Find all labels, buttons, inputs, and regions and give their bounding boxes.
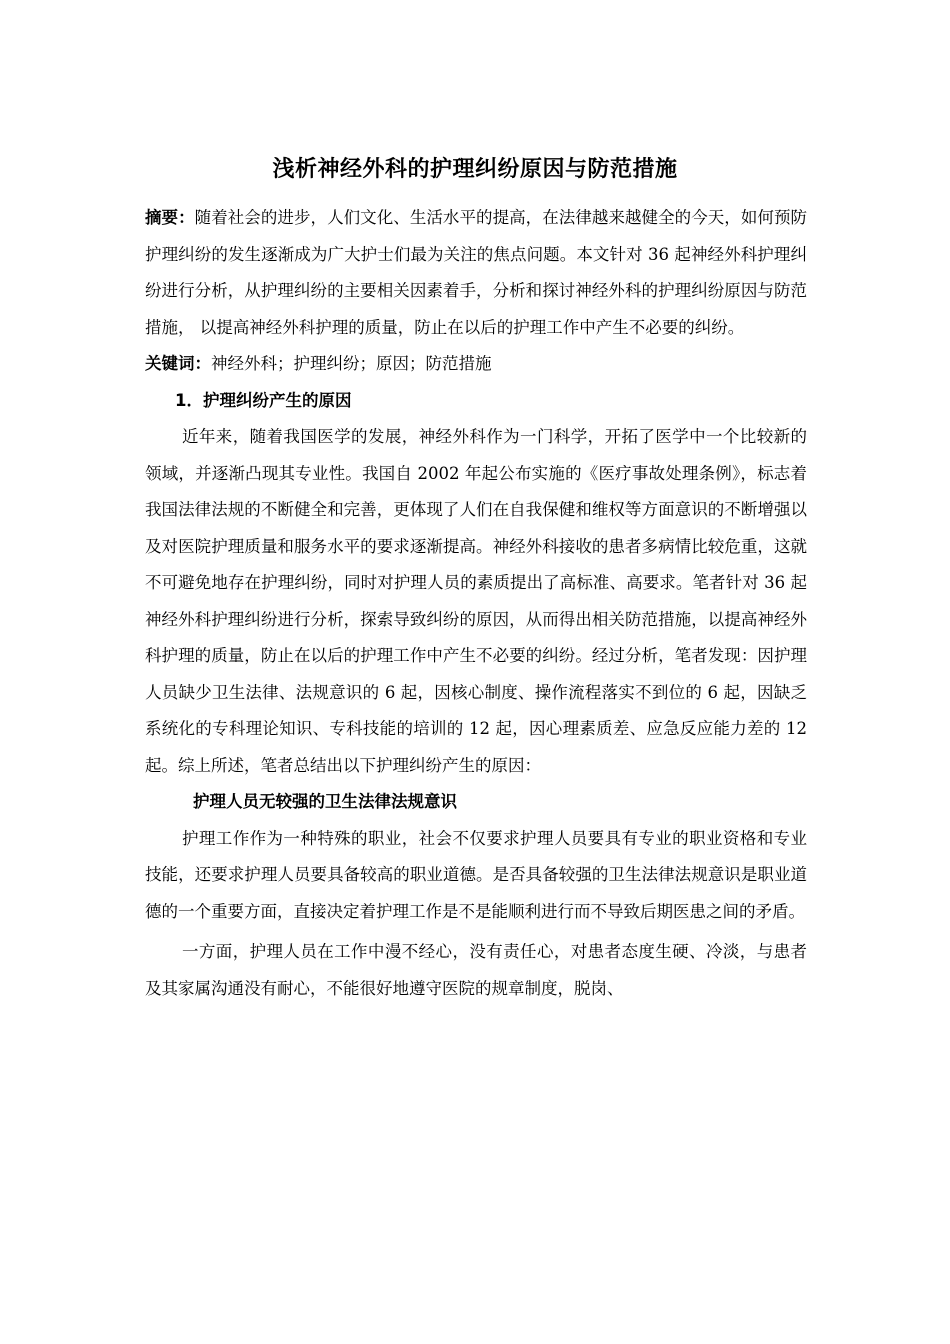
subsection-heading: 护理人员无较强的卫生法律法规意识 bbox=[193, 792, 457, 811]
section-heading-1: 1．护理纠纷产生的原因 bbox=[175, 390, 352, 410]
document-body bbox=[145, 200, 807, 1007]
subsection-paragraph-1: 护理工作作为一种特殊的职业，社会不仅要求护理人员要具有专业的职业资格和专业技能，还要求护理人员要具备较高的职业道德。是否具备较强的卫生法律法规意识是职业道德的一个重要方面，直接决定着护理工作是不是能顺利进行而不导致后期医患之间的矛盾。 bbox=[145, 828, 807, 921]
section-1-paragraph: 近年来，随着我国医学的发展，神经外科作为一门科学，开拓了医学中一个比较新的领域，并逐渐凸现其专业性。我国自 2002 年起公布实施的《医疗事故处理条例》，标志着我国法律法规的不断健全和完善，更体现了人们在自我保健和维权等方面意识的不断增强以及对医院护理质量和服务水平的要求逐渐提高。神经外科接收的患者多病情比较危重，这就不可避免地存在护理纠纷，同时对护理人员的素质提出了高标准、高要求。笔者针对 36 起神经外科护理纠纷进行分析，探索导致纠纷的原因，从而得出相关防范措施，以提高神经外科护理的质量，防止在以后的护理工作中产生不必要的纠纷。经过分析，笔者发现：因护理人员缺少卫生法律、法规意识的 6 起，因核心制度、操作流程落实不到位的 6 起，因缺乏系统化的专科理论知识、专科技能的培训的 12 起，因心理素质差、应急反应能力差的 12 起。综上所述，笔者总结出以下护理纠纷产生的原因： bbox=[145, 427, 807, 775]
abstract-label: 摘要： bbox=[145, 208, 195, 227]
keywords-label: 关键词： bbox=[145, 354, 211, 373]
keywords-paragraph bbox=[145, 346, 807, 383]
document-title: 浅析神经外科的护理纠纷原因与防范措施 bbox=[272, 157, 678, 182]
abstract-text: 随着社会的进步，人们文化、生活水平的提高，在法律越来越健全的今天，如何预防护理纠纷的发生逐渐成为广大护士们最为关注的焦点问题。本文针对 36 起神经外科护理纠纷进行分析，从护理纠纷的主要相关因素着手，分析和探讨神经外科的护理纠纷原因与防范措施， 以提高神经外科护理的质量，防止在以后的护理工作中产生不必要的纠纷。 bbox=[145, 208, 808, 337]
keywords-text: 神经外科；护理纠纷；原因；防范措施 bbox=[211, 354, 492, 373]
abstract-paragraph bbox=[145, 200, 807, 346]
subsection-paragraph-2: 一方面，护理人员在工作中漫不经心，没有责任心，对患者态度生硬、冷淡，与患者及其家属沟通没有耐心，不能很好地遵守医院的规章制度，脱岗、 bbox=[145, 942, 807, 998]
